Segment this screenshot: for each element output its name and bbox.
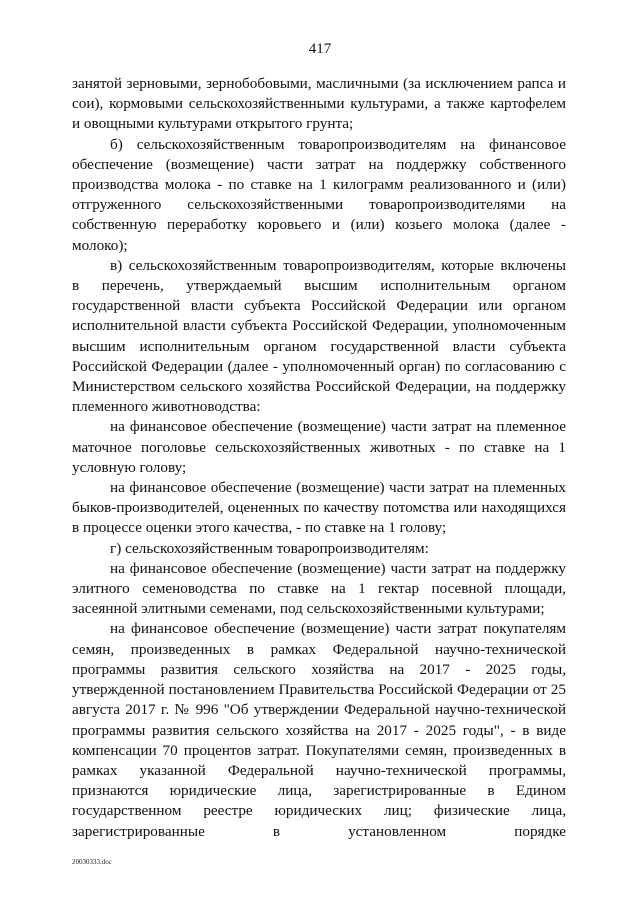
paragraph-breeding-livestock: на финансовое обеспечение (возмещение) части затрат на племенное маточное поголовье сельскохозяйственных животных - по ставке на 1 условную голову; (72, 418, 566, 476)
paragraph-crop-list: занятой зерновыми, зернобобовыми, масличными (за исключением рапса и сои), кормовыми сельскохозяйственными культурами, а также картофелем и овощными культурами открытого грунта; (72, 75, 566, 133)
paragraph-item-g: г) сельскохозяйственным товаропроизводителям: (110, 539, 429, 557)
paragraph-item-v-breeding: в) сельскохозяйственным товаропроизводителям, которые включены в перечень, утверждаемый высшим исполнительным органом государственной власти субъекта Российской Федерации или органом исполнительной власти субъекта Российской Федерации, уполномоченным высшим исполнительным органом государственной власти субъекта Российской Федерации (далее - уполномоченный орган) по согласованию с Министерством сельского хозяйства Российской Федерации, на поддержку племенного животноводства: (72, 256, 566, 416)
page-number: 417 (308, 41, 332, 57)
document-body (72, 74, 566, 842)
paragraph-breeding-bulls: на финансовое обеспечение (возмещение) части затрат на племенных быков-производителей, оцененных по качеству потомства или находящихся в процессе оценки этого качества, - по ставке на 1 голову; (72, 479, 566, 537)
paragraph-seed-buyers: на финансовое обеспечение (возмещение) части затрат покупателям семян, произведенных в рамках Федеральной научно-технической программы развития сельского хозяйства на 2017 - 2025 годы, утвержденной постановлением Правительства Российской Федерации от 25 августа 2017 г. № 996 "Об утверждении Федеральной научно-технической программы развития сельского хозяйства на 2017 - 2025 годы", - в виде компенсации 70 процентов затрат. Покупателями семян, произведенных в рамках указанной Федеральной научно-технической программы, признаются юридические лица, зарегистрированные в Едином государственном реестре юридических лиц; физические лица, зарегистрированные в установленном порядке (72, 620, 566, 840)
paragraph-item-b-milk: б) сельскохозяйственным товаропроизводителям на финансовое обеспечение (возмещение) части затрат на поддержку собственного производства молока - по ставке на 1 килограмм реализованного и (или) отгруженного сельскохозяйственными товаропроизводителями на собственную переработку коровьего и (или) козьего молока (далее - молоко); (72, 135, 566, 254)
paragraph-elite-seeds: на финансовое обеспечение (возмещение) части затрат на поддержку элитного семеноводства по ставке на 1 гектар посевной площади, засеянной элитными семенами, под сельскохозяйственными культурами; (72, 559, 566, 618)
footer-file-code: 20030333.doc (72, 858, 112, 866)
